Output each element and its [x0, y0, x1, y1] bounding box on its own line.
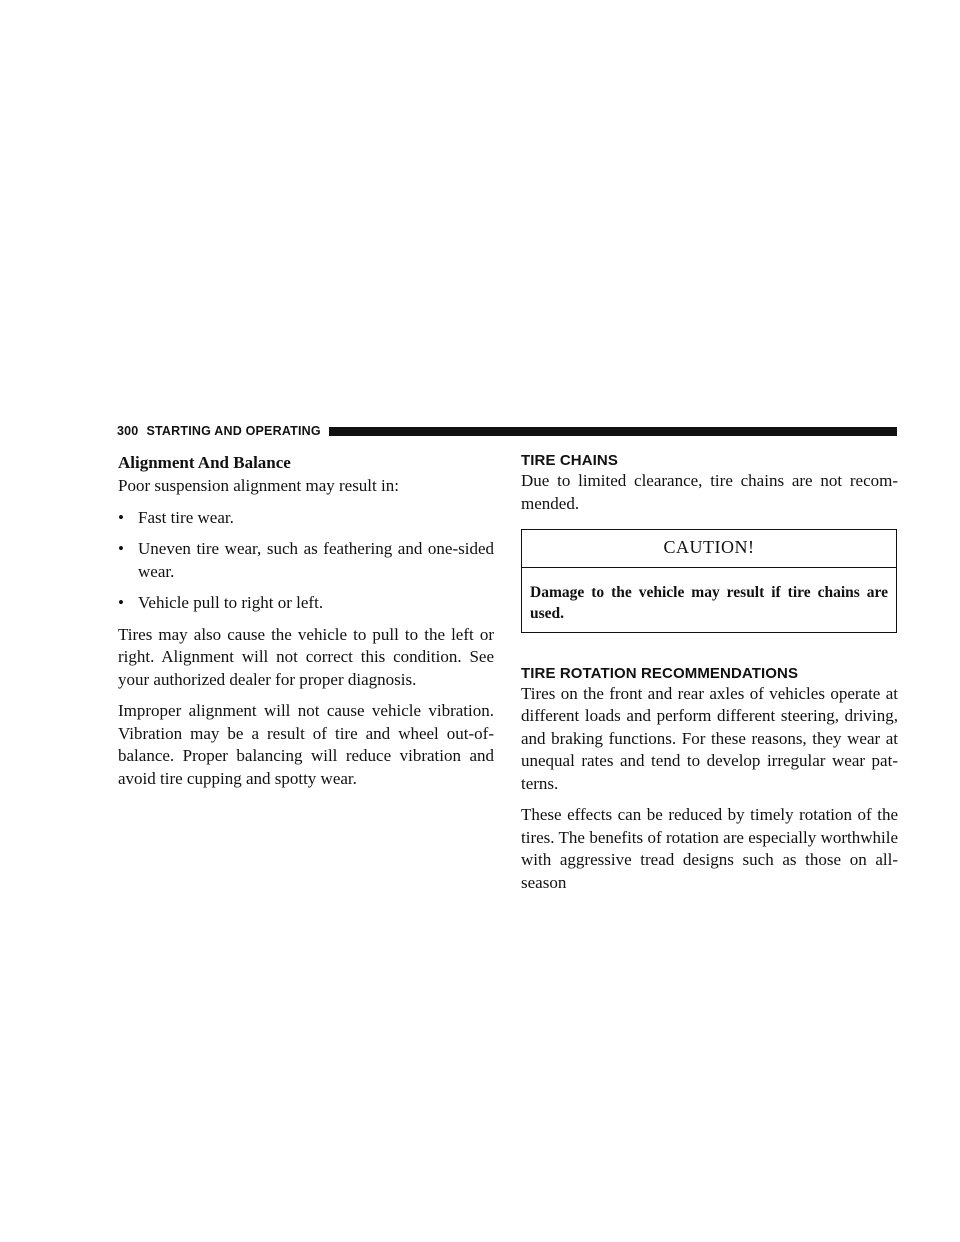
- rotation-paragraph: Tires on the front and rear axles of vehicles operate at different loads and perform different steering, driving, and braking functions. For these reasons, they wear at unequal rates and tend to develop irregular wear pat-terns.: [521, 683, 898, 793]
- alignment-paragraph: Tires may also cause the vehicle to pull to the left or right. Alignment will not correct this condition. See your authorized dealer for proper diagnosis.: [118, 624, 494, 689]
- rotation-benefits-paragraph: These effects can be reduced by timely rotation of the tires. The benefits of rotation are especially worthwhile with aggressive tread designs such as those on all-season: [521, 805, 898, 892]
- tire-rotation-heading: TIRE ROTATION RECOMMENDATIONS: [521, 664, 799, 682]
- right-column: [521, 452, 898, 894]
- bullet-icon: •: [118, 593, 124, 612]
- bullet-icon: •: [118, 539, 124, 558]
- section-title: STARTING AND OPERATING: [146, 424, 321, 438]
- balance-paragraph: Improper alignment will not cause vehicle vibration. Vibration may be a result of tire and wheel out-of-balance. Proper balancing will reduce vibration and avoid tire cupping and spotty wear.: [118, 701, 494, 788]
- alignment-bullet-list: [118, 507, 494, 615]
- bullet-text: Uneven tire wear, such as feathering and one-sided wear.: [138, 539, 494, 581]
- tire-chains-text: Due to limited clearance, tire chains are not recom-mended.: [521, 471, 898, 513]
- list-item: [118, 507, 494, 530]
- page-number: 300: [117, 424, 139, 438]
- caution-text: Damage to the vehicle may result if tire chains are used.: [530, 583, 888, 622]
- list-item: [118, 538, 494, 583]
- left-column: [118, 452, 494, 790]
- bullet-icon: •: [118, 507, 124, 527]
- tire-chains-heading: TIRE CHAINS: [521, 452, 618, 469]
- header-rule: [329, 427, 897, 436]
- caution-title: CAUTION!: [522, 530, 896, 568]
- alignment-intro: Poor suspension alignment may result in:: [118, 476, 399, 495]
- bullet-text: Vehicle pull to right or left.: [138, 593, 324, 612]
- page-header: [117, 424, 897, 438]
- caution-box: [521, 529, 897, 633]
- list-item: [118, 592, 494, 615]
- bullet-text: Fast tire wear.: [138, 507, 234, 527]
- alignment-heading: Alignment And Balance: [118, 453, 291, 472]
